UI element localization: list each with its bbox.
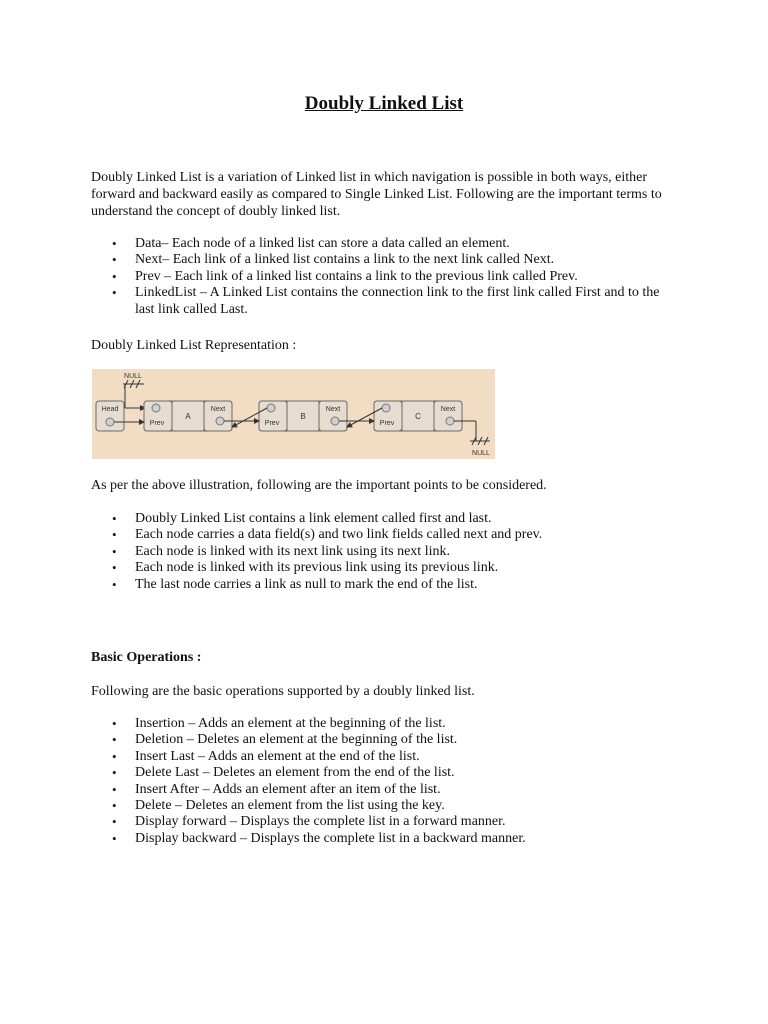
head-label: Head bbox=[101, 406, 119, 413]
list-item: • Delete Last – Deletes an element from the end of the list. bbox=[91, 765, 681, 781]
list-item: • Next– Each link of a linked list contains a link to the next link called Next. bbox=[91, 252, 681, 268]
points-list bbox=[91, 511, 681, 593]
list-item: • The last node carries a link as null to mark the end of the list. bbox=[91, 577, 681, 593]
list-item: • Each node carries a data field(s) and two link fields called next and prev. bbox=[91, 527, 681, 543]
node-c-next-label: Next bbox=[440, 406, 456, 413]
node-a-data-label: A bbox=[185, 412, 191, 421]
intro-paragraph: Doubly Linked List is a variation of Linked list in which navigation is possible in both ways, either forward and backward easily as compared to Single Linked List. Following are the important terms to understand the concept of doubly linked list. bbox=[91, 170, 662, 219]
list-item: • LinkedList – A Linked List contains the connection link to the first link called First and to the last link called Last. bbox=[91, 285, 681, 318]
representation-heading: Doubly Linked List Representation : bbox=[91, 338, 297, 353]
list-item: • Each node is linked with its previous link using its previous link. bbox=[91, 560, 681, 576]
illustration-intro: As per the above illustration, following are the important points to be considered. bbox=[91, 478, 547, 493]
list-item: • Display forward – Displays the complete list in a forward manner. bbox=[91, 814, 681, 830]
list-item: • Delete – Deletes an element from the list using the key. bbox=[91, 798, 681, 814]
node-a-prev-label: Prev bbox=[149, 420, 165, 427]
node-c-data-label: C bbox=[415, 412, 421, 421]
operations-list bbox=[91, 716, 681, 847]
list-item: • Insert After – Adds an element after an item of the list. bbox=[91, 782, 681, 798]
basic-operations-heading: Basic Operations : bbox=[91, 650, 202, 665]
node-a-next-label: Next bbox=[210, 406, 226, 413]
terms-list bbox=[91, 236, 681, 318]
list-item: • Each node is linked with its next link using its next link. bbox=[91, 544, 681, 560]
list-item: • Data– Each node of a linked list can store a data called an element. bbox=[91, 236, 681, 252]
list-item: • Insert Last – Adds an element at the end of the list. bbox=[91, 749, 681, 765]
page-title: Doubly Linked List bbox=[304, 93, 464, 114]
node-b-prev-label: Prev bbox=[264, 420, 280, 427]
list-item: • Insertion – Adds an element at the beginning of the list. bbox=[91, 716, 681, 732]
list-item: • Display backward – Displays the complete list in a backward manner. bbox=[91, 831, 681, 847]
head-pointer bbox=[106, 418, 114, 426]
list-item: • Prev – Each link of a linked list contains a link to the previous link called Prev. bbox=[91, 269, 681, 285]
node-b-next-label: Next bbox=[325, 406, 341, 413]
list-item: • Doubly Linked List contains a link element called first and last. bbox=[91, 511, 681, 527]
basic-operations-intro: Following are the basic operations supported by a doubly linked list. bbox=[91, 684, 475, 699]
list-item: • Deletion – Deletes an element at the beginning of the list. bbox=[91, 732, 681, 748]
node-b-data-label: B bbox=[300, 412, 306, 421]
node-c-prev-label: Prev bbox=[379, 420, 395, 427]
null-bottom-label: NULL bbox=[472, 450, 490, 457]
doubly-linked-list-diagram bbox=[92, 369, 495, 459]
null-top-label: NULL bbox=[124, 373, 142, 380]
